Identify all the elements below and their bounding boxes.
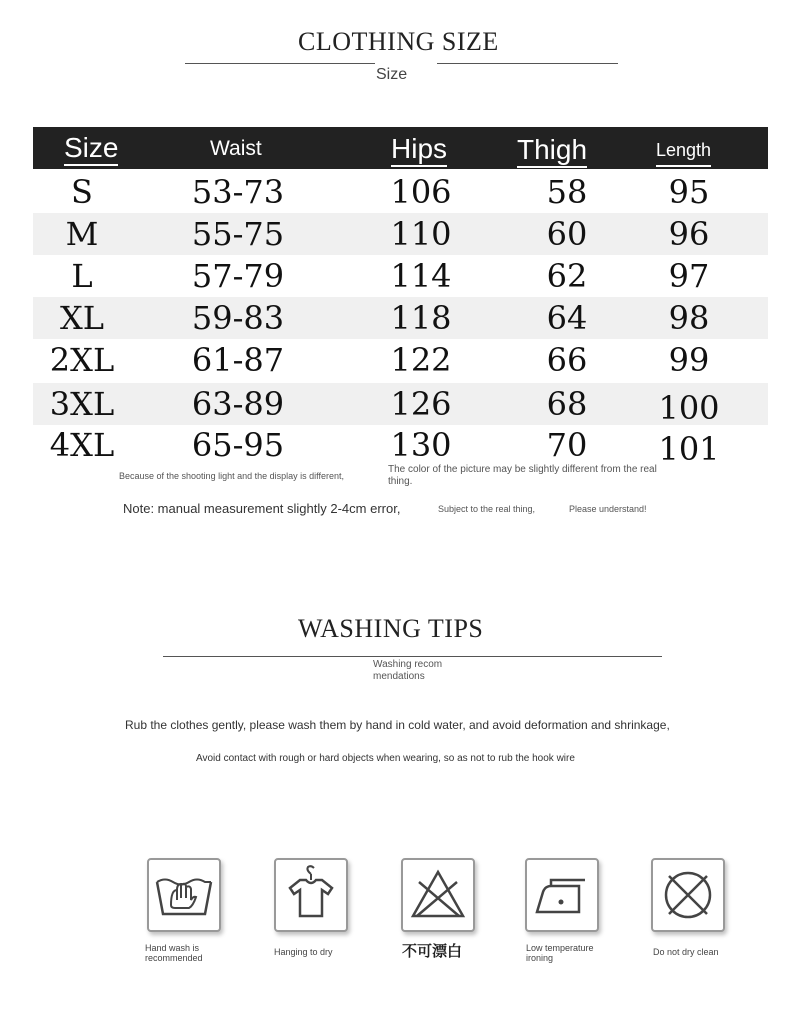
cell-length: 97 [668,257,710,295]
cell-waist: 65-95 [191,426,285,464]
header-waist [210,137,262,161]
header-underline [391,165,447,167]
cell-size: 2XL [49,341,115,379]
cell-thigh: 60 [546,215,588,253]
header-underline [656,165,711,167]
cell-length: 96 [668,215,710,253]
cell-hips: 130 [390,426,452,464]
no-dry-clean-icon [651,858,725,932]
header-length-label: Length [656,140,712,160]
low-iron-icon [525,858,599,932]
cell-waist: 63-89 [191,385,285,423]
header-size-label: Size [64,132,119,163]
no-dry-clean-label: Do not dry clean [653,947,719,957]
header-length [656,140,711,161]
no-bleach-glyph [403,860,473,930]
cell-waist: 57-79 [191,257,285,295]
cell-size: S [71,173,93,211]
header-underline [64,164,118,166]
cell-thigh: 70 [546,426,588,464]
cell-hips: 126 [390,385,452,423]
cell-hips: 122 [390,341,452,379]
header-thigh-label: Thigh [517,134,588,165]
cell-waist: 55-75 [191,215,285,253]
measurement-note: Note: manual measurement slightly 2-4cm error, [123,501,401,516]
header-hips-label: Hips [391,133,448,164]
hand-wash-glyph [149,860,219,930]
header-size [64,132,118,164]
cell-size: L [71,257,93,295]
cell-length: 100 [658,389,720,427]
hang-dry-glyph [276,860,346,930]
cell-length: 99 [668,341,710,379]
title-divider-right [437,63,618,64]
cell-thigh: 64 [546,299,588,337]
cell-thigh: 68 [546,385,588,423]
washing-section-title: WASHING TIPS [298,614,484,643]
size-section-subtitle: Size [376,66,408,83]
size-section-title: CLOTHING SIZE [298,27,499,56]
no-bleach-label: 不可漂白 [402,942,463,960]
cell-hips: 114 [390,257,452,295]
cell-hips: 106 [390,173,452,211]
cell-size: M [65,215,99,253]
cell-thigh: 62 [546,257,588,295]
cell-hips: 110 [390,215,452,253]
cell-hips: 118 [390,299,452,337]
subject-note: Subject to the real thing, [438,504,536,514]
cell-thigh: 66 [546,341,588,379]
washing-divider [163,656,662,657]
hang-dry-icon [274,858,348,932]
hand-wash-label: Hand wash is recommended [145,943,203,963]
light-note: Because of the shooting light and the display is different, [119,471,344,481]
no-bleach-icon [401,858,475,932]
title-divider-left [185,63,375,64]
washing-tip-1: Rub the clothes gently, please wash them by hand in cold water, and avoid deformation and shrinkage, [125,718,670,732]
low-iron-glyph [527,860,597,930]
cell-length: 101 [658,430,720,468]
cell-length: 95 [668,173,710,211]
hang-dry-label: Hanging to dry [274,947,333,957]
cell-thigh: 58 [546,173,588,211]
cell-waist: 59-83 [191,299,285,337]
cell-size: 3XL [49,385,115,423]
understand-note: Please understand! [569,504,647,514]
color-note: The color of the picture may be slightly different from the real thing. [388,464,657,487]
cell-size: 4XL [49,426,115,464]
header-thigh [517,134,587,166]
header-waist-label: Waist [210,137,262,160]
header-hips [391,133,447,165]
header-underline [517,166,587,168]
cell-waist: 61-87 [191,341,285,379]
cell-length: 98 [668,299,710,337]
hand-wash-icon [147,858,221,932]
cell-waist: 53-73 [191,173,285,211]
no-dry-clean-glyph [653,860,723,930]
washing-tip-2: Avoid contact with rough or hard objects when wearing, so as not to rub the hook wire [196,753,575,764]
washing-section-subtitle: Washing recom mendations [373,659,443,682]
low-iron-label: Low temperature ironing [526,943,594,963]
cell-size: XL [59,299,105,337]
